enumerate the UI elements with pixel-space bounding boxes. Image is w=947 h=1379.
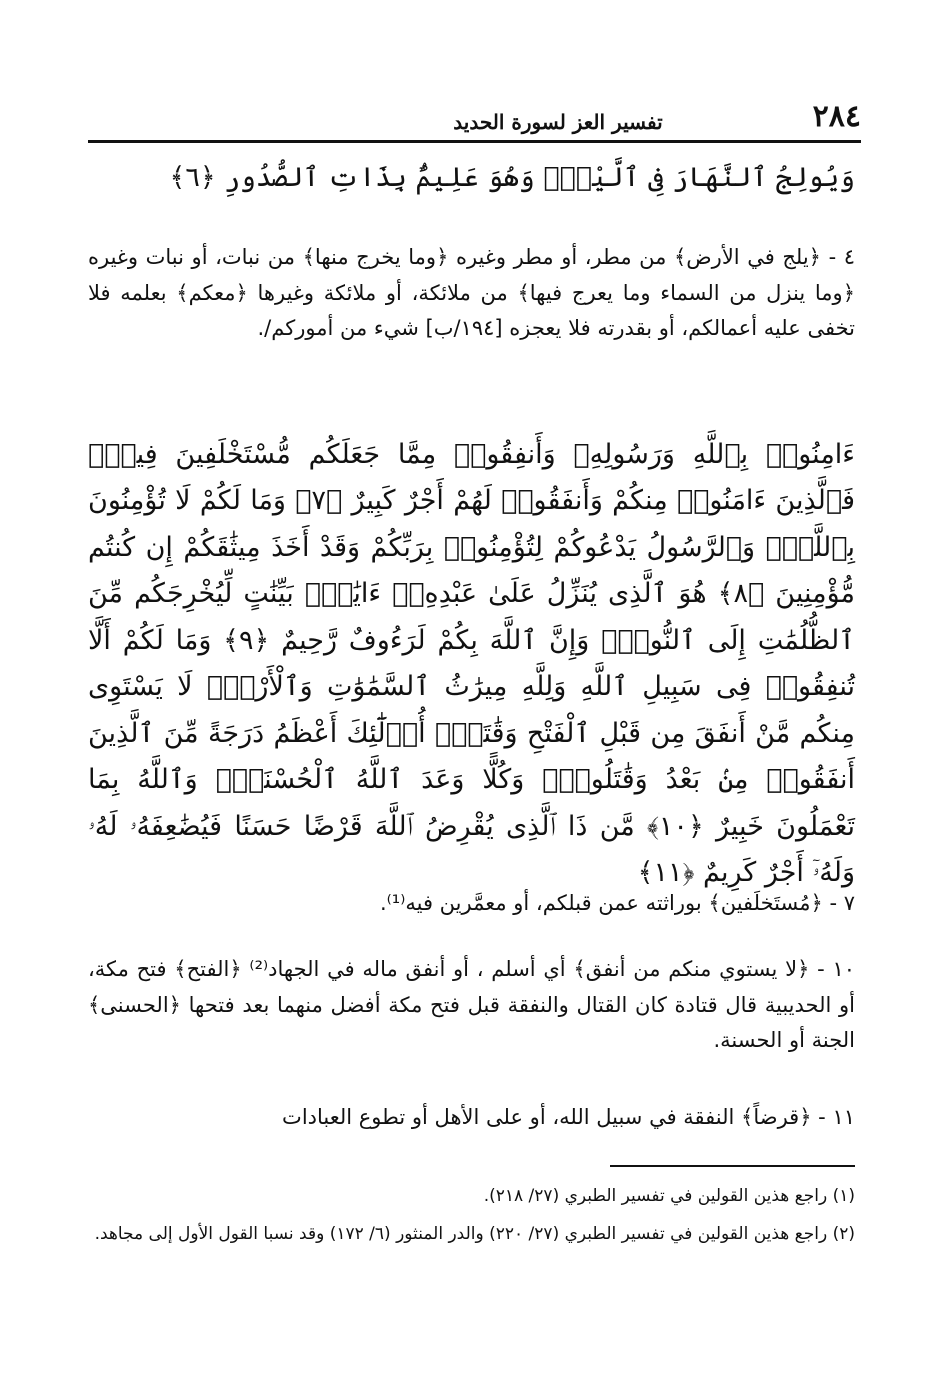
footnote-1: (١) راجع هذين القولين في تفسير الطبري (٢٧/ ٢١٨). [483, 1186, 855, 1206]
commentary-verse-4: ٤ - ﴿يلج في الأرض﴾ من مطر، أو مطر وغيره ﴿وما يخرج منها﴾ من نبات، أو نبات وغيره ﴿وما ينزل من السماء وما يعرج فيها﴾ من ملائكة، أو ملائكة وغيرها ﴿معكم﴾ بعلمه فلا تخفى عليه أعمالكم، أو بقدرته فلا يعجزه [١٩٤/ب] شيء من أموركم/. [88, 245, 855, 341]
page-header [88, 92, 861, 143]
footnote-divider [610, 1165, 855, 1167]
quran-verse-6: وَيُولِجُ ٱلنَّهَارَ فِى ٱلَّيْلِۚ وَهُوَ عَلِيمٌۢ بِذَاتِ ٱلصُّدُورِ ﴿٦﴾ [169, 162, 855, 193]
running-title: تفسير العز لسورة الحديد [453, 110, 663, 134]
commentary-verse-10: ١٠ - ﴿لا يستوي منكم من أنفق﴾ أي أسلم ، أو أنفق ماله في الجهاد⁽²⁾ ﴿الفتح﴾ فتح مكة، أو الحديبية قال قتادة كان القتال والنفقة قبل فتح مكة أفضل منهما بعد فتحها ﴿الحسنى﴾ الجنة أو الحسنة. [88, 957, 856, 1053]
commentary-verse-7: ٧ - ﴿مُستَخلَفين﴾ بوراثته عمن قبلكم، أو معمَّرين فيه⁽¹⁾. [379, 891, 855, 915]
quran-verses-7-11: ءَامِنُوا۟ بِٱللَّهِ وَرَسُولِهِۦ وَأَنفِقُوا۟ مِمَّا جَعَلَكُم مُّسْتَخْلَفِينَ فِيهِۖ فَٱلَّذِينَ ءَامَنُوا۟ مِنكُمْ وَأَنفَقُوا۟ لَهُمْ أَجْرٌ كَبِيرٌ ﴿٧﴾ وَمَا لَكُمْ لَا تُؤْمِنُونَ بِٱللَّهِۙ وَٱلرَّسُولُ يَدْعُوكُمْ لِتُؤْمِنُوا۟ بِرَبِّكُمْ وَقَدْ أَخَذَ مِيثَٰقَكُمْ إِن كُنتُم مُّؤْمِنِينَ ﴿٨﴾ هُوَ ٱلَّذِى يُنَزِّلُ عَلَىٰ عَبْدِهِۦٓ ءَايَٰتٍۭ بَيِّنَٰتٍ لِّيُخْرِجَكُم مِّنَ ٱلظُّلُمَٰتِ إِلَى ٱلنُّورِۚ وَإِنَّ ٱللَّهَ بِكُمْ لَرَءُوفٌ رَّحِيمٌ ﴿٩﴾ وَمَا لَكُمْ أَلَّا تُنفِقُوا۟ فِى سَبِيلِ ٱللَّهِ وَلِلَّهِ مِيرَٰثُ ٱلسَّمَٰوَٰتِ وَٱلْأَرْضِۚ لَا يَسْتَوِى مِنكُم مَّنْ أَنفَقَ مِن قَبْلِ ٱلْفَتْحِ وَقَٰتَلَۚ أُو۟لَٰٓئِكَ أَعْظَمُ دَرَجَةً مِّنَ ٱلَّذِينَ أَنفَقُوا۟ مِنۢ بَعْدُ وَقَٰتَلُوا۟ۚ وَكُلًّا وَعَدَ ٱللَّهُ ٱلْحُسْنَىٰۚ وَٱللَّهُ بِمَا تَعْمَلُونَ خَبِيرٌ ﴿١٠﴾ مَّن ذَا ٱلَّذِى يُقْرِضُ ٱللَّهَ قَرْضًا حَسَنًا فَيُضَٰعِفَهُۥ لَهُۥ وَلَهُۥٓ أَجْرٌ كَرِيمٌ ﴿١١﴾ [88, 439, 855, 888]
commentary-verse-11: ١١ - ﴿قرضاً﴾ النفقة في سبيل الله، أو على الأهل أو تطوع العبادات [282, 1105, 855, 1129]
footnote-2: (٢) راجع هذين القولين في تفسير الطبري (٢٧/ ٢٢٠) والدر المنثور (٦/ ١٧٢) وقد نسبا القول الأول إلى مجاهد. [94, 1224, 855, 1244]
page-number: ٢٨٤ [812, 99, 861, 134]
